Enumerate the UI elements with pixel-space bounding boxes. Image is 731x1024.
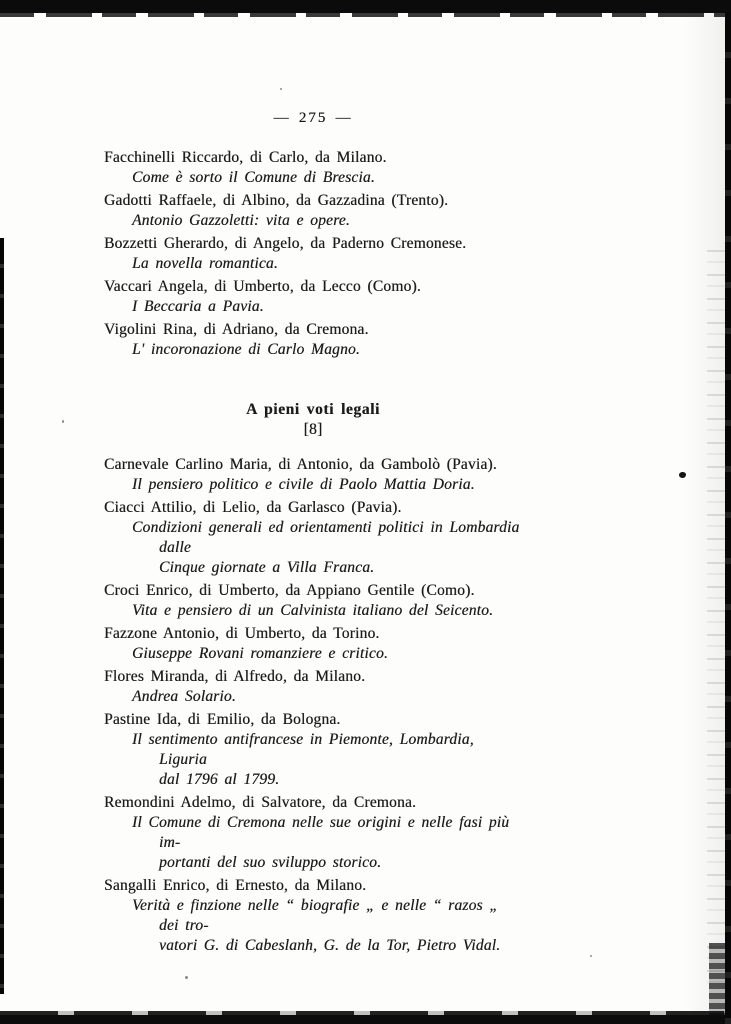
scan-edge-top — [0, 0, 731, 13]
entry-title: Andrea Solario. — [132, 688, 236, 705]
section — [104, 400, 522, 956]
entry-name: Vigolini Rina, di Adriano, da Cremona. — [104, 321, 369, 338]
entry-name: Remondini Adelmo, di Salvatore, da Cremona. — [104, 794, 417, 811]
ink-speck — [590, 955, 592, 957]
entry-name: Carnevale Carlino Maria, di Antonio, da Gambolò (Pavia). — [104, 456, 497, 473]
ink-speck — [280, 88, 282, 90]
entry-title: L' incoronazione di Carlo Magno. — [132, 341, 360, 358]
page-number: — 275 — — [273, 110, 353, 126]
entry-name: Pastine Ida, di Emilio, da Bologna. — [104, 711, 341, 728]
entries-list — [104, 148, 522, 956]
entry-name: Flores Miranda, di Alfredo, da Milano. — [104, 668, 366, 685]
entry-name: Facchinelli Riccardo, di Carlo, da Milano. — [104, 149, 387, 166]
section-subheading: [8] — [303, 421, 323, 438]
scan-edge-left — [0, 238, 4, 994]
entry-name: Sangalli Enrico, di Ernesto, da Milano. — [104, 877, 367, 894]
entry-name: Croci Enrico, di Umberto, da Appiano Gentile (Como). — [104, 582, 475, 599]
entry — [104, 148, 522, 188]
entry — [104, 793, 522, 873]
ink-speck — [185, 976, 188, 979]
scan-corner-blot — [709, 943, 725, 1015]
entry-title: Vita e pensiero di un Calvinista italiano del Seicento. — [132, 602, 494, 619]
entry-title: Il Comune di Cremona nelle sue origini e nelle fasi più im- portanti del suo sviluppo storico. — [132, 814, 510, 871]
entry-name: Bozzetti Gherardo, di Angelo, da Paderno Cremonese. — [104, 235, 467, 252]
section-entries — [104, 148, 522, 360]
entry — [104, 498, 522, 578]
entry — [104, 581, 522, 621]
entry-title: Il sentimento antifrancese in Piemonte, Lombardia, Liguria dal 1796 al 1799. — [132, 731, 474, 788]
entry-name: Vaccari Angela, di Umberto, da Lecco (Como). — [104, 278, 421, 295]
entry — [104, 624, 522, 664]
entry — [104, 455, 522, 495]
entry-title: Il pensiero politico e civile di Paolo Mattia Doria. — [132, 476, 475, 493]
entry — [104, 667, 522, 707]
section-heading: A pieni voti legali — [246, 401, 380, 418]
entry-name: Gadotti Raffaele, di Albino, da Gazzadina (Trento). — [104, 192, 449, 209]
scan-edge-bottom — [0, 1015, 731, 1024]
entry — [104, 320, 522, 360]
entry-title: Antonio Gazzoletti: vita e opere. — [132, 212, 350, 229]
entry — [104, 876, 522, 956]
scan-edge-right — [725, 12, 731, 1024]
scan-speckle-band — [707, 250, 725, 990]
entry — [104, 234, 522, 274]
entry — [104, 277, 522, 317]
page-content — [104, 108, 522, 959]
entry-title: Giuseppe Rovani romanziere e critico. — [132, 645, 389, 662]
entry-title: La novella romantica. — [132, 255, 278, 272]
section — [104, 148, 522, 360]
ink-speck — [62, 420, 64, 423]
entry-name: Ciacci Attilio, di Lelio, da Garlasco (Pavia). — [104, 499, 402, 516]
entry-title: I Beccaria a Pavia. — [132, 298, 264, 315]
entry-title: Come è sorto il Comune di Brescia. — [132, 169, 375, 186]
entry-title: Verità e finzione nelle “ biografie „ e nelle “ razos „ dei tro- vatori G. di Cabeslanh, G. de la Tor, Pietro Vidal. — [132, 897, 501, 954]
entry — [104, 191, 522, 231]
section-entries — [104, 455, 522, 956]
entry-title: Condizioni generali ed orientamenti politici in Lombardia dalle Cinque giornate a Villa Franca. — [132, 519, 520, 576]
entry-name: Fazzone Antonio, di Umberto, da Torino. — [104, 625, 380, 642]
entry — [104, 710, 522, 790]
